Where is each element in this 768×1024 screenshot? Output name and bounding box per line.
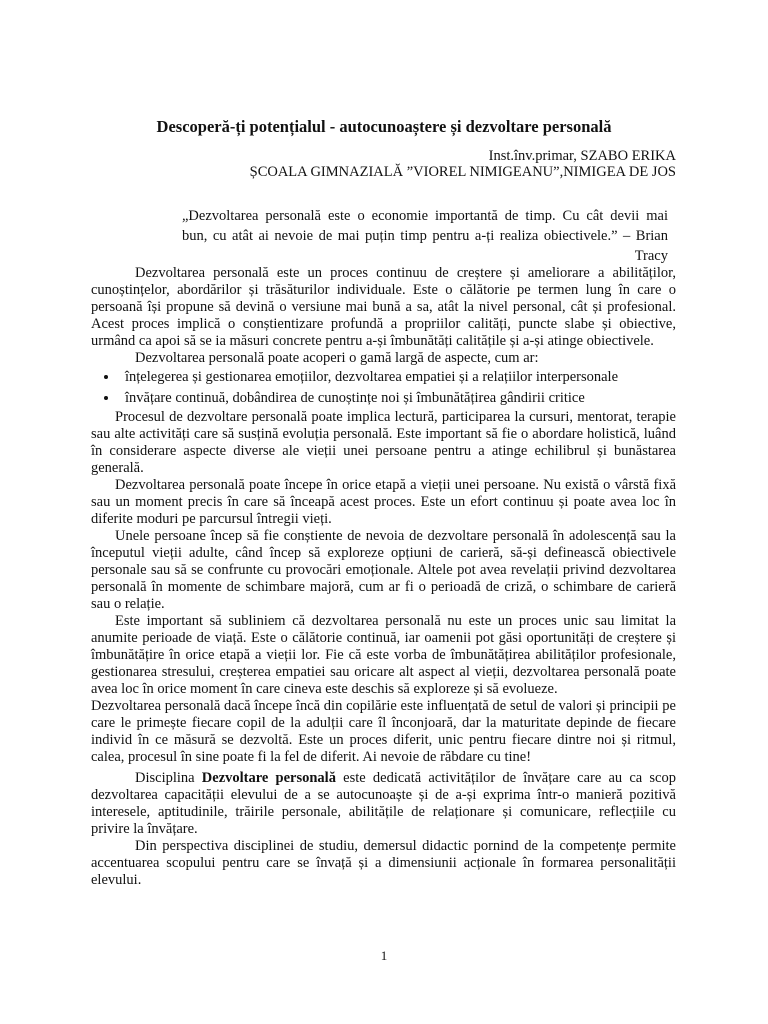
paragraph-4: Dezvoltarea personală poate începe în orice etapă a vieții unei persoane. Nu există o vârstă fixă sau un moment precis în care să înceapă acest proces. Este un efort continuu și poate avea loc în diferite moduri pe parcursul întregii vieți. [91, 477, 676, 527]
paragraph-8 [91, 770, 676, 838]
document-title: Descoperă-ți potențialul - autocunoaștere și dezvoltare personală [156, 117, 612, 136]
page-number: 1 [380, 948, 388, 963]
paragraph-5: Unele persoane încep să fie conștiente de nevoia de dezvoltare personală în adolescență sau la începutul vieții adulte, când încep să exploreze opțiuni de carieră, să-și definească obiectivele personale sau să se confrunte cu provocări emoționale. Altele pot avea revelații privind dezvoltarea personală în momente de schimbare majoră, cum ar fi o perioadă de criză, o schimbare de carieră sau o relație. [91, 528, 676, 612]
epigraph-quote [182, 206, 668, 266]
author-line: Inst.înv.primar, SZABO ERIKA [488, 148, 676, 164]
paragraph-2: Dezvoltarea personală poate acoperi o gamă largă de aspecte, cum ar: [135, 350, 539, 366]
paragraph-7: Dezvoltarea personală dacă începe încă din copilărie este influențată de setul de valori și principii pe care le primește fiecare copil de la adulții care îl înconjoară, dar la maturitate depinde de fiecare individ în ce măsură se dezvoltă. Este un proces diferit, unic pentru fiecare dintre noi și ritmul, calea, procesul în sine poate fi la fel de diferit. Ai nevoie de răbdare cu tine! [91, 698, 676, 765]
paragraph-8-prefix: Disciplina [135, 770, 202, 786]
list-item: • învățare continuă, dobândirea de cunoștințe noi și îmbunătățirea gândirii critice [119, 388, 676, 409]
paragraph-9: Din perspectiva disciplinei de studiu, demersul didactic pornind de la competențe permite accentuarea scopului pentru care se învață și a dimensiunii acționale în formarea personalității elevului. [91, 838, 676, 888]
paragraph-3: Procesul de dezvoltare personală poate implica lectură, participarea la cursuri, mentorat, terapie sau alte activități care să susțină evoluția personală. Este important să fie o abordare holistică, luând în considerare aspecte diverse ale vieții unei persoane pentru a atinge echilibrul și bunăstarea generală. [91, 409, 676, 476]
paragraph-6: Este important să subliniem că dezvoltarea personală nu este un proces unic sau limitat la anumite perioade de viață. Este o călătorie continuă, iar oamenii pot găsi oportunități de creștere și îmbunătățire în orice etapă a vieții lor. Fie că este vorba de îmbunătățirea abilităților profesionale, gestionarea stresului, creșterea empatiei sau oricare alt aspect al vieții, dezvoltarea personală poate avea loc în orice moment în care cineva este deschis să exploreze și să evolueze. [91, 613, 676, 697]
list-item: • înțelegerea și gestionarea emoțiilor, dezvoltarea empatiei și a relațiilor interpersonale [119, 367, 676, 388]
paragraph-8-text: este dedicată activităților de învățare care au ca scop dezvoltarea capacității elevului de a se autocunoaște și de a-și exprima într-o manieră pozitivă interesele, aptitudinile, trăirile personale, abilitățile de relaționare și comunicare, reflecțiile cu privire la învățare. [91, 770, 676, 837]
subject-name: Dezvoltare personală [201, 770, 336, 786]
quote-line-2: bun, cu atât ai nevoie de mai puțin timp pentru a-ți realiza obiectivele.” – Brian Tracy [182, 228, 668, 264]
quote-line-1: „Dezvoltarea personală este o economie importantă de timp. Cu cât devii mai [182, 208, 668, 224]
body-text [91, 265, 676, 889]
school-line: ȘCOALA GIMNAZIALĂ ”VIOREL NIMIGEANU”,NIMIGEA DE JOS [249, 164, 676, 180]
aspect-list [91, 367, 676, 409]
paragraph-1: Dezvoltarea personală este un proces continuu de creștere și ameliorare a abilităților, cunoștințelor, abordărilor și trăsăturilor individuale. Este o călătorie pe termen lung în care o persoană își propune să devină o versiune mai bună a sa, atât la nivel personal, cât și profesional. Acest proces implică o conștientizare profundă a propriilor calități, puncte slabe și obiective, urmând ca apoi să se ia măsuri concrete pentru a-și îmbunătăți calitățile și a-și atinge obiectivele. [91, 265, 676, 349]
